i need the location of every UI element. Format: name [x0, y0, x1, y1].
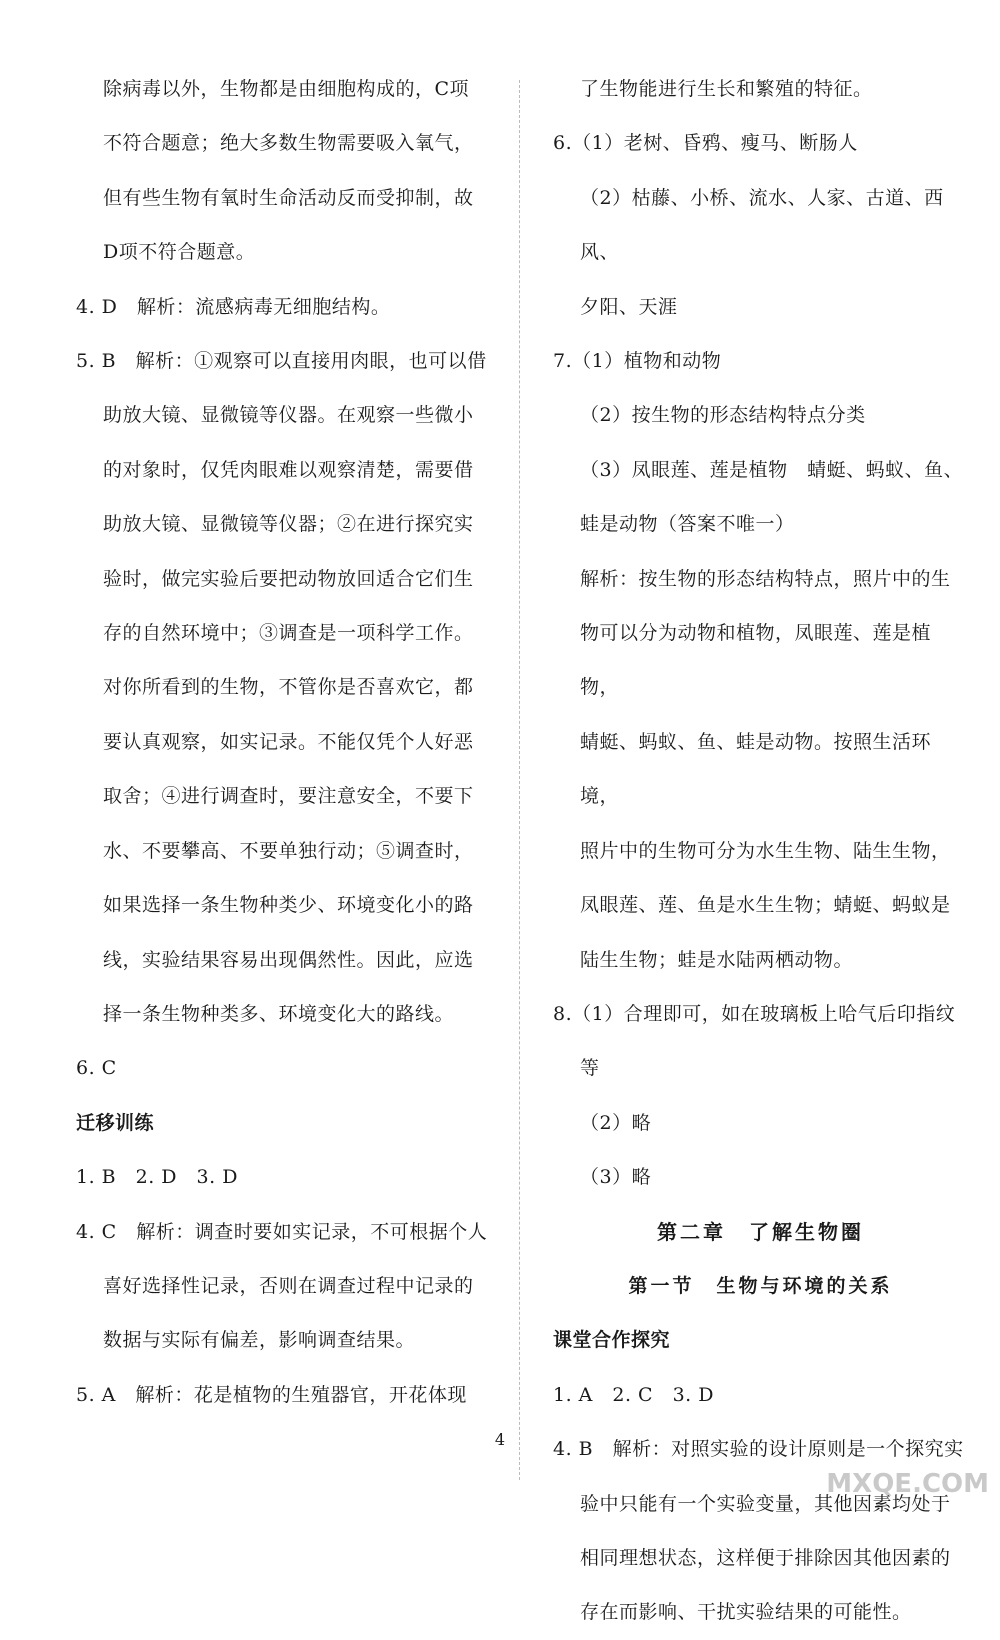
text-line: （2）按生物的形态结构特点分类 — [580, 404, 866, 427]
watermark-text: MXQE.COM — [826, 1469, 989, 1499]
text-line: 存的自然环境中；③调查是一项科学工作。 — [103, 622, 474, 645]
text-line: 夕阳、天涯 — [580, 295, 678, 318]
text-line: （2）略 — [580, 1111, 652, 1134]
text-line: 验时，做完实验后要把动物放回适合它们生 — [103, 567, 474, 590]
answer-item: 4. D 解析：流感病毒无细胞结构。 — [76, 295, 391, 318]
text-line: 蜻蜓、蚂蚁、鱼、蛙是动物。按照生活环境， — [580, 730, 932, 808]
text-line: 对你所看到的生物，不管你是否喜欢它，都 — [103, 676, 474, 699]
text-line: 验中只能有一个实验变量，其他因素均处于 — [580, 1492, 951, 1515]
answer-item: 4. C 解析：调查时要如实记录，不可根据个人 — [76, 1220, 488, 1243]
section-heading: 课堂合作探究 — [553, 1329, 671, 1352]
text-line: 照片中的生物可分为水生生物、陆生生物， — [580, 839, 951, 862]
column-divider — [519, 80, 520, 1480]
text-line: 蛙是动物（答案不唯一） — [580, 513, 795, 536]
answer-item: 5. B 解析：①观察可以直接用肉眼，也可以借 — [76, 350, 487, 373]
text-line: （3）凤眼莲、莲是植物 蜻蜓、蚂蚁、鱼、 — [580, 458, 964, 481]
text-line: 取舍；④进行调查时，要注意安全，不要下 — [103, 785, 474, 808]
text-line: 了生物能进行生长和繁殖的特征。 — [580, 78, 873, 100]
text-line: 如果选择一条生物种类少、环境变化小的路 — [103, 894, 474, 917]
text-line: 数据与实际有偏差，影响调查结果。 — [103, 1329, 416, 1352]
page-number: 4 — [494, 1430, 506, 1449]
answer-item: 8.（1）合理即可，如在玻璃板上哈气后印指纹等 — [553, 1002, 956, 1080]
text-line: 线，实验结果容易出现偶然性。因此，应选 — [103, 948, 474, 971]
answer-item: 6.（1）老树、昏鸦、瘦马、断肠人 — [553, 132, 858, 155]
text-line: 存在而影响、干扰实验结果的可能性。 — [580, 1601, 912, 1624]
answer-item: 7.（1）植物和动物 — [553, 350, 722, 373]
answer-item: 4. B 解析：对照实验的设计原则是一个探究实 — [553, 1438, 964, 1461]
left-column — [76, 62, 488, 1422]
text-line: 水、不要攀高、不要单独行动；⑤调查时， — [103, 839, 474, 862]
answer-item: 5. A 解析：花是植物的生殖器官，开花体现 — [76, 1383, 467, 1406]
text-line: （3）略 — [580, 1166, 652, 1189]
answer-item: 1. A 2. C 3. D — [553, 1383, 714, 1406]
text-line: 助放大镜、显微镜等仪器。在观察一些微小 — [103, 404, 474, 427]
text-line: 喜好选择性记录，否则在调查过程中记录的 — [103, 1274, 474, 1297]
text-line: （2）枯藤、小桥、流水、人家、古道、西风、 — [580, 186, 944, 264]
answer-item: 1. B 2. D 3. D — [76, 1166, 238, 1189]
chapter-title: 第二章 了解生物圈 — [657, 1219, 864, 1244]
text-line: 除病毒以外，生物都是由细胞构成的，C项 — [103, 78, 470, 100]
text-line: 的对象时，仅凭肉眼难以观察清楚，需要借 — [103, 458, 474, 481]
section-title: 第一节 生物与环境的关系 — [628, 1274, 893, 1297]
section-heading: 迁移训练 — [76, 1111, 155, 1134]
text-line: D项不符合题意。 — [103, 241, 256, 264]
watermark-logo — [794, 1400, 994, 1500]
text-line: 择一条生物种类多、环境变化大的路线。 — [103, 1002, 455, 1025]
text-line: 陆生生物；蛙是水陆两栖动物。 — [580, 948, 854, 971]
text-line: 不符合题意；绝大多数生物需要吸入氧气， — [103, 132, 474, 155]
text-line: 相同理想状态，这样便于排除因其他因素的 — [580, 1546, 951, 1569]
text-line: 解析：按生物的形态结构特点，照片中的生 — [580, 567, 951, 590]
text-line: 物可以分为动物和植物，凤眼莲、莲是植物， — [580, 622, 932, 699]
text-line: 凤眼莲、莲、鱼是水生生物；蜻蜓、蚂蚁是 — [580, 894, 951, 917]
text-line: 但有些生物有氧时生命活动反而受抑制，故 — [103, 186, 474, 209]
text-line: 助放大镜、显微镜等仪器；②在进行探究实 — [103, 513, 474, 536]
text-line: 要认真观察，如实记录。不能仅凭个人好恶 — [103, 730, 474, 753]
answer-item: 6. C — [76, 1057, 117, 1080]
